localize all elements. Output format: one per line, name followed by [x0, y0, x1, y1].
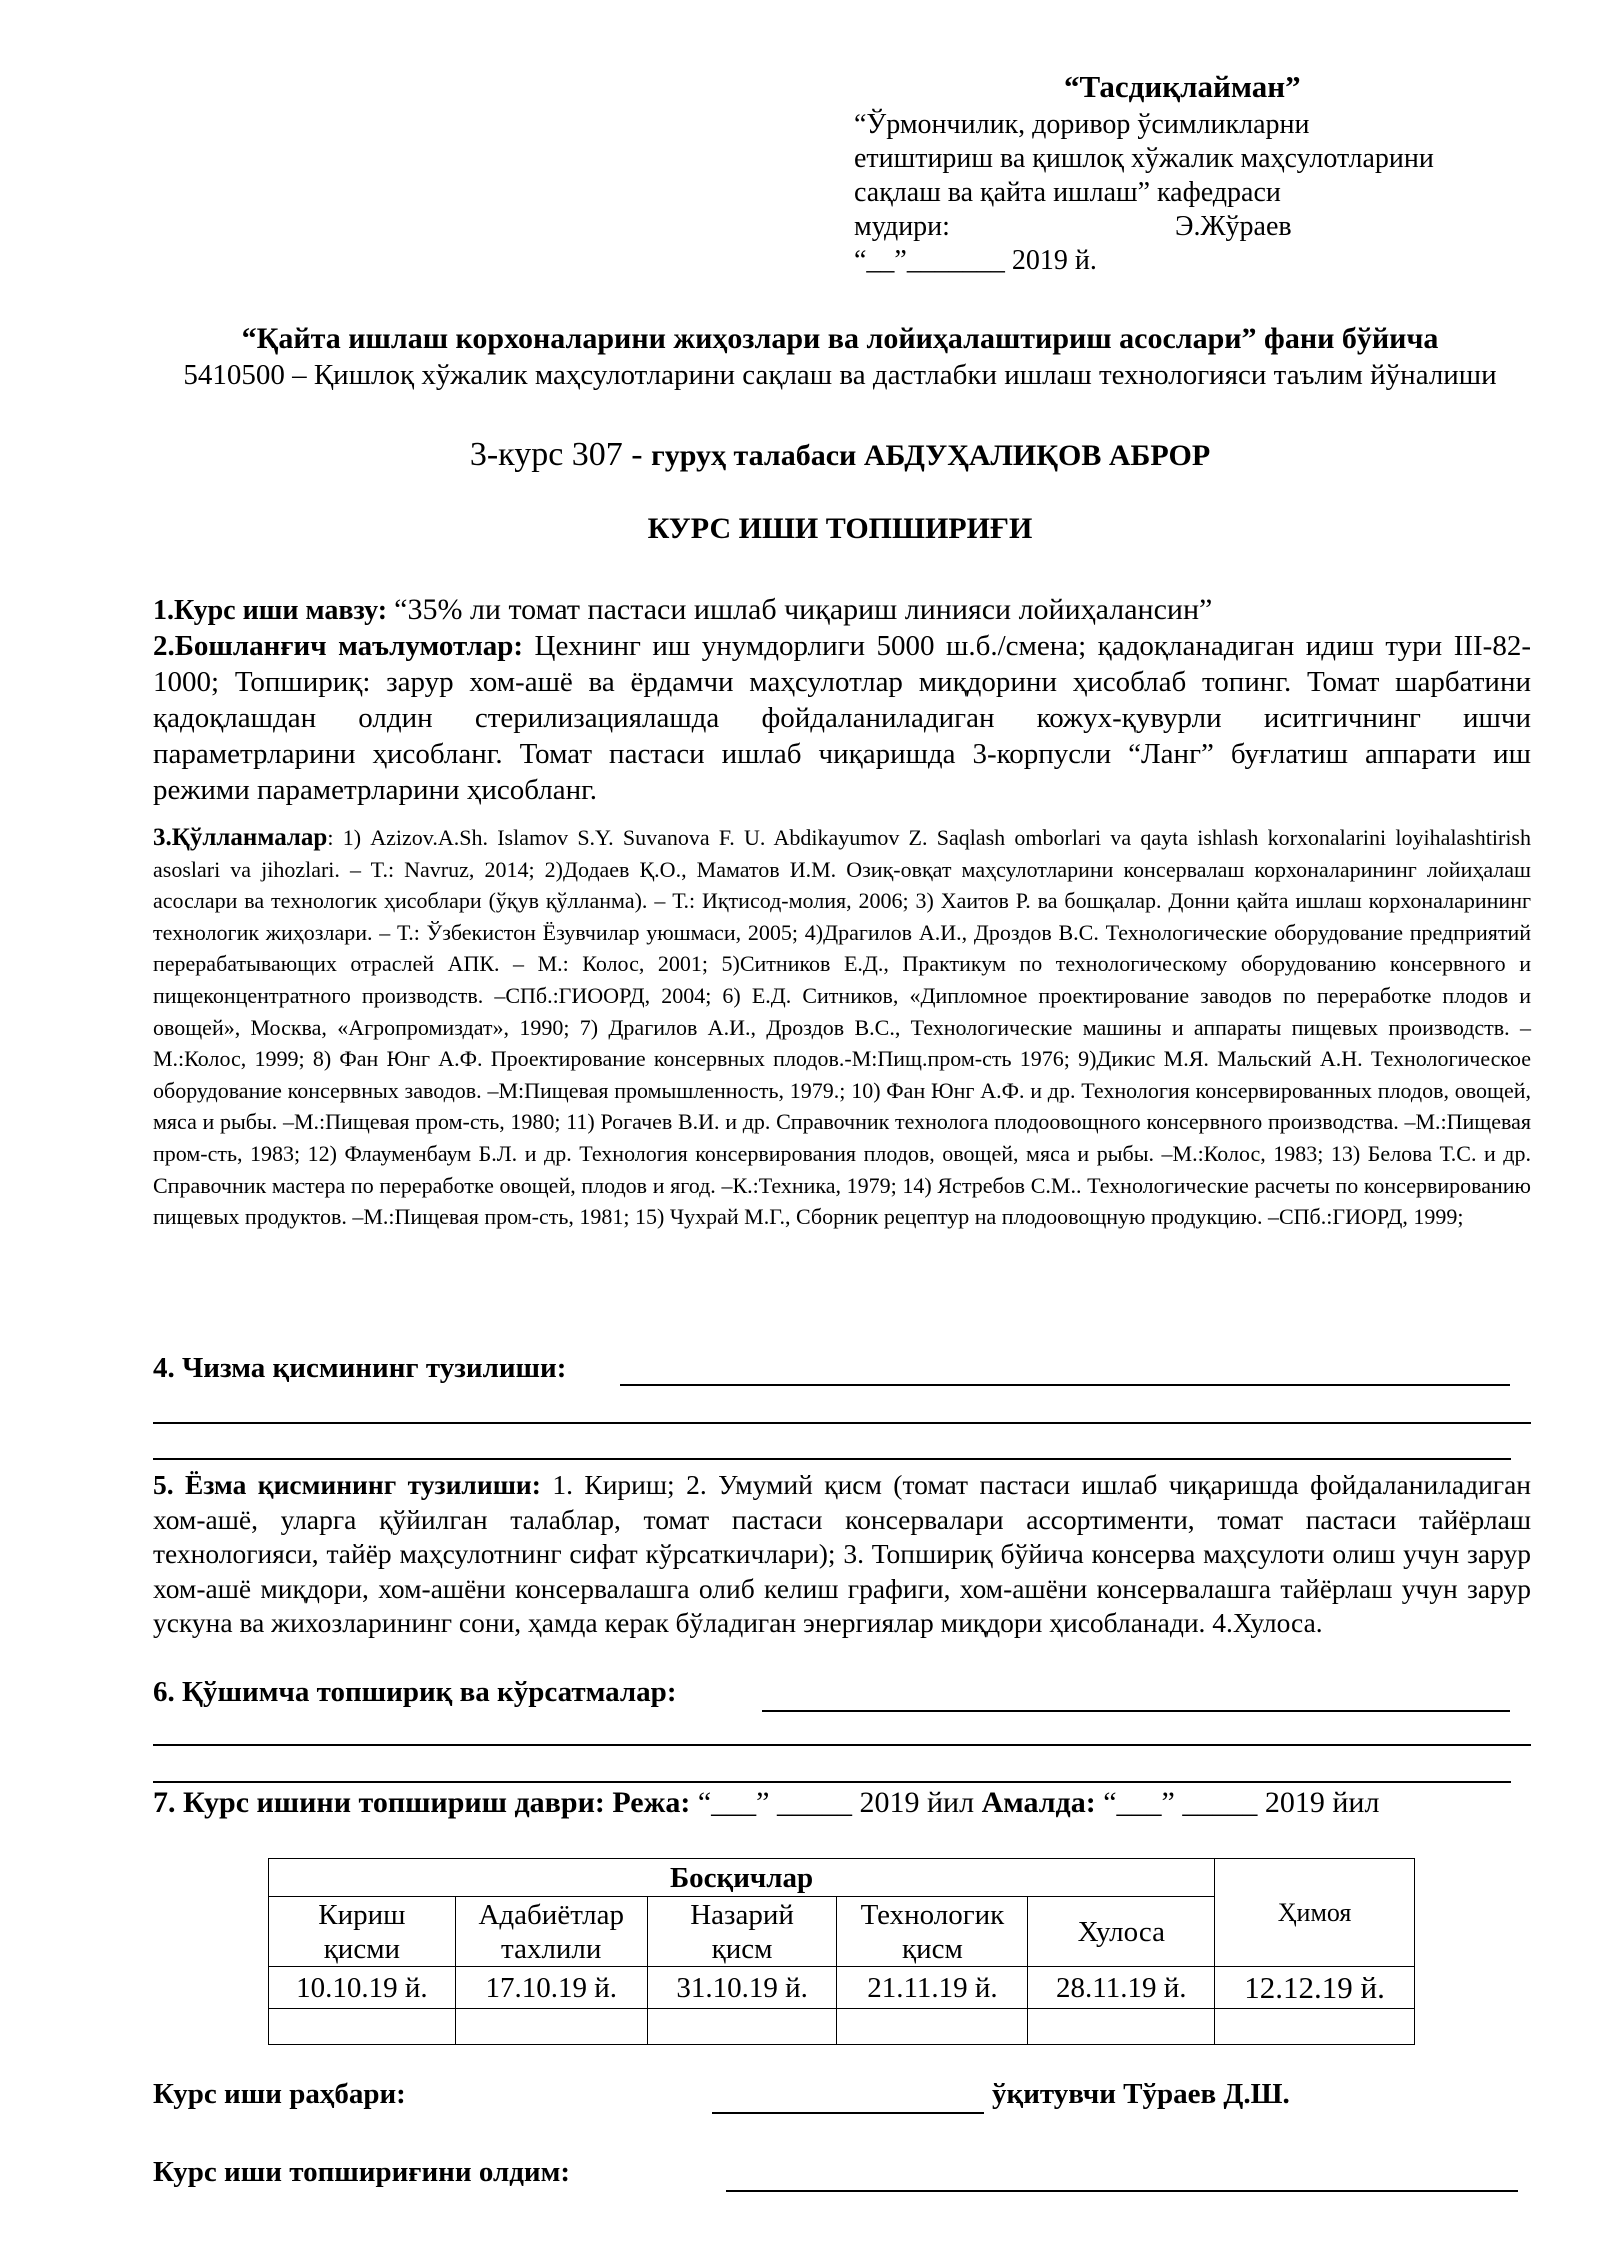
section-references — [153, 822, 1531, 1233]
written-structure-label: 5. Ёзма қисмининг тузилиши: — [153, 1469, 541, 1500]
blank-line — [153, 1781, 1511, 1783]
empty-cell — [837, 2009, 1028, 2045]
signature-line — [712, 2112, 984, 2114]
head-label: мудири: — [854, 211, 950, 242]
empty-cell — [269, 2009, 456, 2045]
stage-header: Назарий қисм — [647, 1897, 837, 1967]
education-direction: 5410500 – Қишлоқ хўжалик маҳсулотларини сақлаш ва дастлабки ишлаш технологияси таълим йўналиши — [183, 359, 1497, 391]
section-additional — [153, 1676, 1531, 1709]
stage-date: 28.11.19 й. — [1028, 1967, 1215, 2009]
blank-line — [153, 1744, 1531, 1746]
stage-date: 21.11.19 й. — [837, 1967, 1028, 2009]
defense-header: Ҳимоя — [1215, 1859, 1415, 1967]
task-title: КУРС ИШИ ТОПШИРИҒИ — [647, 512, 1033, 545]
approval-date: “__”_______ 2019 й. — [854, 245, 1097, 276]
references-text: : 1) Azizov.A.Sh. Islamov S.Y. Suvanova F. U. Abdikayumov Z. Saqlash omborlari va qayta ishlash korxonalarini loyihalashtirish asoslari va jihozlari. – T.: Navruz, 2014; 2)Додаев Қ.О., Маматов И.М. Озиқ-овқат маҳсулотларини консервалаш корхоналарининг лойиҳалаш асослари ва технологик ҳисоблари (ўқув қўлланма). – Т.: Иқтисод-молия, 2006; 3) Хаитов Р. ва бошқалар. Донни қайта ишлаш корхоналарининг технологик жиҳозлари. – Т.: Ўзбекистон Ёзувчилар уюшмаси, 2005; 4)Драгилов А.И., Дроздов В.С. Технологические оборудование предприятий перерабатывающих отраслей АПК. – М.: Колос, 2001; 5)Ситников Е.Д., Практикум по технологическому оборудованию консервного и пищеконцентратного производств. –СПб.:ГИООРД, 2004; 6) Е.Д. Ситников, «Дипломное проектирование заводов по переработке плодов и овощей», Москва, «Агропромиздат», 1990; 7) Драгилов А.И., Дроздов В.С., Технологические машины и аппараты пищевых производств. –М.:Колос, 1999; 8) Фан Юнг А.Ф. Проектирование консервных плодов.-М:Пищ.пром-сть 1976; 9)Дикис М.Я. Мальский А.Н. Технологическое оборудование консервных заводов. –М:Пищевая промышленность, 1979.; 10) Фан Юнг А.Ф. и др. Технология консервированных плодов, овощей, мяса и рыбы. –М.:Пищевая пром-сть, 1980; 11) Рогачев В.И. и др. Справочник технолога плодоовощного консервного производства. –М.:Пищевая пром-сть, 1983; 12) Флауменбаум Б.Л. и др. Технология консервирования плодов, овощей, мяса и рыбы. –М.:Колос, 1983; 13) Белова Т.С. и др. Справочник мастера по переработке овощей, плодов и ягод. –К.:Техника, 1979; 14) Ястребов С.М.. Технологические расчеты по консервированию пищевых продуктов. –М.:Пищевая пром-сть, 1981; 15) Чухрай М.Г., Сборник рецептур на плодоовощную продукцию. –СПб.:ГИОРД, 1999; — [153, 825, 1531, 1230]
blank-line — [153, 1422, 1531, 1424]
stage-date: 31.10.19 й. — [647, 1967, 837, 2009]
references-label: 3.Қўлланмалар — [153, 824, 328, 851]
supervisor-name: ўқитувчи Тўраев Д.Ш. — [992, 2078, 1290, 2110]
written-structure-text: 1. Кириш; 2. Умумий қисм (томат пастаси ишлаб чиқаришда фойдаланиладиган хом-ашё, уларга қўйилган талаблар, томат пастаси консервалари ассортименти, томат пастаси тайёрлаш технологияси, тайёр маҳсулотнинг сифат кўрсаткичлари); 3. Топшириқ бўйича консерва маҳсулоти олиш учун зарур хом-ашё миқдори, хом-ашёни консервалашга олиб келиш графиги, хом-ашёни консервалашга тайёрлаш учун зарур ускуна ва жихозларининг сони, ҳамда керак бўладиган энергиялар миқдори ҳисобланади. 4.Хулоса. — [153, 1469, 1531, 1638]
signature-line — [726, 2190, 1518, 2192]
subject-title: “Қайта ишлаш корхоналарини жиҳозлари ва лойиҳалаштириш асослари” фани бўйича — [241, 322, 1439, 355]
topic-text: “35% ли томат пастаси ишлаб чиқариш линияси лойиҳалансин” — [394, 593, 1213, 626]
empty-cell — [1028, 2009, 1215, 2045]
stages-group-header: Босқичлар — [269, 1859, 1215, 1897]
blank-line — [762, 1710, 1510, 1712]
empty-cell — [455, 2009, 647, 2045]
section-drawing-structure — [153, 1352, 1531, 1385]
stage-header: Хулоса — [1028, 1897, 1215, 1967]
drawing-structure-label: 4. Чизма қисмининг тузилиши: — [153, 1352, 567, 1384]
stage-date: 10.10.19 й. — [269, 1967, 456, 2009]
approval-line: сақлаш ва қайта ишлаш” кафедраси — [854, 177, 1281, 208]
blank-line — [620, 1384, 1510, 1386]
student-group — [150, 436, 1530, 474]
plan-label: 7. Курс ишини топшириш даври: Режа: — [153, 1786, 691, 1819]
group-course: 3-курс 307 - — [469, 436, 643, 473]
section-submission-period — [153, 1786, 1531, 1820]
approval-head-line — [854, 210, 1494, 244]
stage-header: Кириш қисми — [269, 1897, 456, 1967]
approval-title: “Тасдиқлайман” — [1064, 69, 1301, 104]
head-name: Э.Жўраев — [1174, 211, 1292, 242]
stage-header: Адабиётлар тахлили — [455, 1897, 647, 1967]
blank-line — [153, 1458, 1511, 1460]
actual-label: Амалда: — [981, 1786, 1096, 1819]
empty-cell — [1215, 2009, 1415, 2045]
actual-date: “___” _____ 2019 йил — [1095, 1786, 1380, 1819]
initial-data-text: Цехнинг иш унумдорлиги 5000 ш.б./смена; қадоқланадиган идиш тури III-82-1000; Топшириқ: зарур хом-ашё ва ёрдамчи маҳсулотлар миқдорини ҳисоблаб топинг. Томат шарбатини қадоқлашдан олдин стерилизациялашда фойдаланиладиган кожух-қувурли иситгичнинг ишчи параметрларини ҳисобланг. Томат пастаси ишлаб чиқаришда 3-корпусли “Ланг” буғлатиш аппарати иш режими параметрларини ҳисобланг. — [153, 630, 1531, 806]
stage-header: Технологик қисм — [837, 1897, 1028, 1967]
stages-table — [268, 1858, 1415, 2045]
additional-label: 6. Қўшимча топшириқ ва кўрсатмалар: — [153, 1676, 677, 1708]
initial-data-label: 2.Бошланғич маълумотлар: — [153, 630, 524, 662]
section-topic — [153, 590, 1531, 631]
approval-block — [854, 70, 1494, 278]
received-label: Курс иши топшириғини олдим: — [153, 2156, 571, 2188]
topic-label: 1.Курс иши мавзу: — [153, 595, 395, 626]
section-initial-data — [153, 628, 1531, 808]
stage-date: 17.10.19 й. — [455, 1967, 647, 2009]
empty-cell — [647, 2009, 837, 2045]
group-student: гуруҳ талабаси АБДУҲАЛИҚОВ АБРОР — [651, 439, 1211, 472]
supervisor-label: Курс иши раҳбари: — [153, 2078, 406, 2110]
defense-date: 12.12.19 й. — [1215, 1967, 1415, 2009]
approval-line: “Ўрмончилик, доривор ўсимликларни — [854, 109, 1310, 140]
approval-line: етиштириш ва қишлоқ хўжалик маҳсулотларини — [854, 143, 1434, 174]
plan-date: “___” _____ 2019 йил — [690, 1786, 982, 1819]
section-written-structure — [153, 1468, 1531, 1641]
